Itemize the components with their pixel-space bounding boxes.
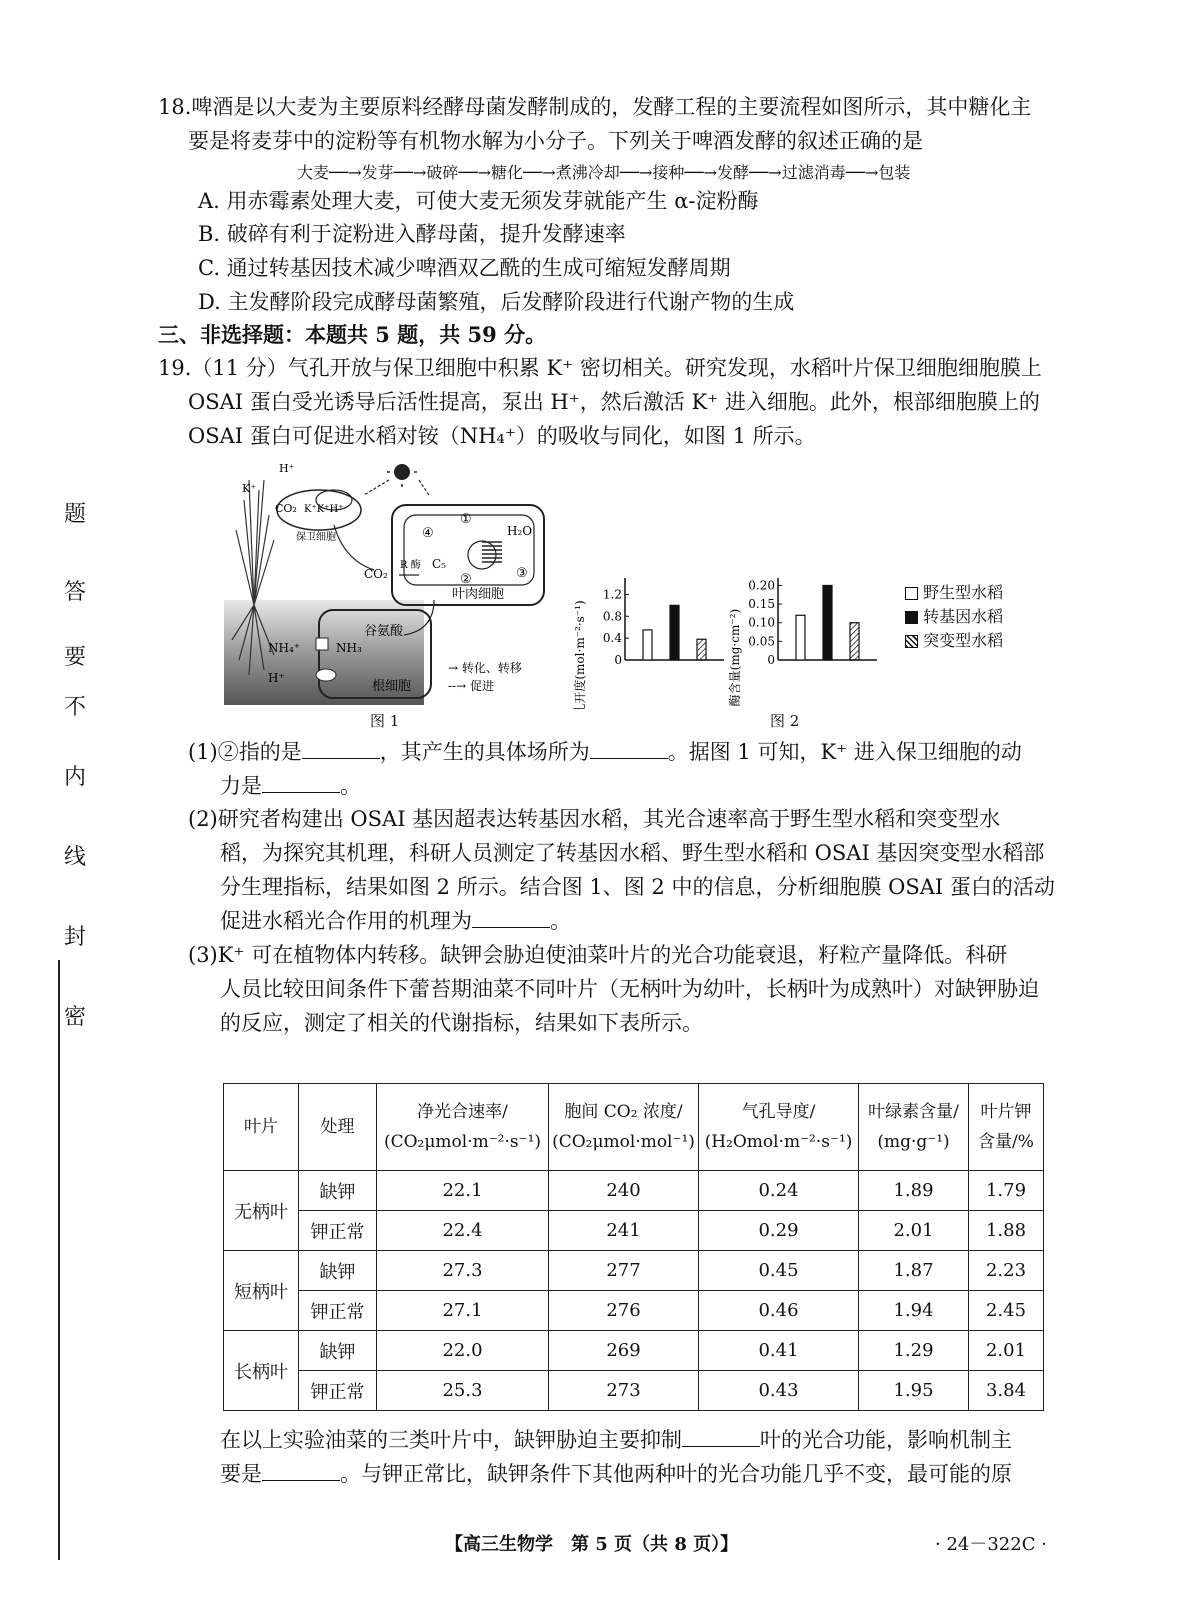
table-cell: 1.87 — [859, 1251, 969, 1291]
y-tick-label: 1.2 — [602, 587, 622, 602]
table-cell: 钾正常 — [299, 1291, 377, 1331]
table-cell: 269 — [549, 1331, 699, 1371]
table-cell: 277 — [549, 1251, 699, 1291]
table-header-cell: 胞间 CO₂ 浓度/ (CO₂μmol·mol⁻¹) — [549, 1084, 699, 1171]
q19-p4-text-c: 要是 — [220, 1462, 262, 1486]
bar-wild — [796, 615, 805, 660]
legend-trans-label: 转基因水稻 — [923, 607, 1004, 626]
q19-part1-line1 — [188, 737, 1022, 767]
q19-part2-line2: 稻，为探究其机理，科研人员测定了转基因水稻、野生型水稻和 OSAI 基因突变型水稻部 — [220, 841, 1045, 865]
table-leaf-cell: 长柄叶 — [224, 1331, 299, 1411]
legend-solid: → 转化、转移 — [448, 661, 522, 675]
q19-part2-line1: (2)研究者构建出 OSAI 基因超表达转基因水稻，其光合速率高于野生型水稻和突变型水 — [188, 807, 1001, 831]
q18-stem-line1: 18.啤酒是以大麦为主要原料经酵母菌发酵制成的，发酵工程的主要流程如图所示，其中糖化主 — [158, 95, 1032, 119]
table-cell: 27.1 — [377, 1291, 549, 1331]
table-row — [224, 1291, 1044, 1331]
q19-p4-text-b: 叶的光合功能，影响机制主 — [760, 1428, 1012, 1452]
bar-trans — [670, 605, 679, 660]
q19-part3-line5 — [220, 1459, 1012, 1489]
potassium-table — [223, 1083, 1044, 1411]
answer-blank-4[interactable] — [472, 909, 550, 928]
q19-stem-line3: OSAI 蛋白可促进水稻对铵（NH₄⁺）的吸收与同化，如图 1 所示。 — [188, 424, 816, 448]
side-char: 要 — [63, 645, 86, 670]
legend-mutant-label: 突变型水稻 — [923, 631, 1004, 650]
table-cell: 0.43 — [699, 1371, 859, 1411]
legend-dashed: --→ 促进 — [448, 679, 494, 693]
answer-blank-3[interactable] — [262, 774, 340, 793]
side-char: 封 — [63, 925, 86, 950]
label-glu: 谷氨酸 — [364, 624, 404, 639]
table-cell: 22.1 — [377, 1171, 549, 1211]
table-cell: 3.84 — [969, 1371, 1044, 1411]
table-leaf-cell: 无柄叶 — [224, 1171, 299, 1251]
table-header-row — [224, 1084, 1044, 1171]
side-char: 内 — [63, 765, 86, 790]
q18-flow: 大麦──→发芽──→破碎──→糖化──→煮沸冷却──→接种──→发酵──→过滤消毒──→包装 — [297, 163, 911, 182]
table-cell: 缺钾 — [299, 1331, 377, 1371]
table-cell: 2.01 — [859, 1211, 969, 1251]
q18-stem-line2: 要是将麦芽中的淀粉等有机物水解为小分子。下列关于啤酒发酵的叙述正确的是 — [188, 129, 923, 153]
table-cell: 0.41 — [699, 1331, 859, 1371]
q19-p2-text-5: 。 — [550, 909, 571, 933]
table-cell: 2.45 — [969, 1291, 1044, 1331]
label-guard-cell: 保卫细胞 — [296, 532, 336, 543]
table-header-cell: 叶绿素含量/ (mg·g⁻¹) — [859, 1084, 969, 1171]
legend-trans — [905, 604, 1003, 627]
table-cell: 22.0 — [377, 1331, 549, 1371]
label-c3: ③ — [516, 566, 528, 581]
q19-p4-text-a: 在以上实验油菜的三类叶片中，缺钾胁迫主要抑制 — [220, 1428, 682, 1452]
table-cell: 0.46 — [699, 1291, 859, 1331]
q19-part3-line4 — [220, 1425, 1012, 1455]
table-cell: 273 — [549, 1371, 699, 1411]
y-tick-label: 0.05 — [748, 634, 775, 649]
answer-blank-1[interactable] — [302, 740, 380, 759]
table-cell: 1.94 — [859, 1291, 969, 1331]
table-cell: 0.45 — [699, 1251, 859, 1291]
figure-2-caption: 图 2 — [770, 712, 800, 730]
q19-p1-text-e: 。 — [340, 774, 361, 798]
table-header-cell: 叶片 — [224, 1084, 299, 1171]
q19-stem-line1: 19.（11 分）气孔开放与保卫细胞中积累 K⁺ 密切相关。研究发现，水稻叶片保卫细胞细胞膜上 — [158, 356, 1042, 380]
q19-p4-text-d: 。与钾正常比，缺钾条件下其他两种叶的光合功能几乎不变，最可能的原 — [340, 1462, 1012, 1486]
table-row — [224, 1371, 1044, 1411]
table-cell: 2.23 — [969, 1251, 1044, 1291]
q19-part1-line2 — [220, 771, 361, 801]
legend-swatch-trans — [905, 611, 918, 624]
table-cell: 22.4 — [377, 1211, 549, 1251]
chart2-svg — [725, 540, 900, 710]
answer-blank-5[interactable] — [682, 1428, 760, 1447]
answer-blank-6[interactable] — [262, 1462, 340, 1481]
q19-p1-text-b: ，其产生的具体场所为 — [379, 740, 590, 764]
bar-trans — [823, 585, 832, 660]
label-c2: ② — [460, 572, 472, 587]
label-r-enzyme: R 酶 — [400, 560, 421, 571]
table-cell: 1.88 — [969, 1211, 1044, 1251]
label-root-cell: 根细胞 — [372, 679, 412, 694]
side-char: 线 — [63, 845, 86, 870]
table-cell: 钾正常 — [299, 1371, 377, 1411]
table-row — [224, 1251, 1044, 1291]
table-cell: 1.95 — [859, 1371, 969, 1411]
table-cell: 241 — [549, 1211, 699, 1251]
table-cell: 276 — [549, 1291, 699, 1331]
table-cell: 1.79 — [969, 1171, 1044, 1211]
q19-p1-text-d: 力是 — [220, 774, 262, 798]
bar-mutant — [697, 639, 706, 660]
label-c1: ① — [460, 512, 472, 527]
table-leaf-cell: 短柄叶 — [224, 1251, 299, 1331]
side-char: 答 — [63, 580, 86, 605]
side-char: 题 — [63, 502, 86, 527]
q19-p2-text-4: 促进水稻光合作用的机理为 — [220, 909, 472, 933]
table-cell: 240 — [549, 1171, 699, 1211]
label-co2: CO₂ — [364, 567, 388, 581]
legend-wild-label: 野生型水稻 — [923, 583, 1004, 602]
label-c5: C₅ — [432, 557, 446, 571]
y-tick-label: 0.20 — [748, 578, 775, 593]
table-header-cell: 气孔导度/ (H₂Omol·m⁻²·s⁻¹) — [699, 1084, 859, 1171]
q18-option-d[interactable]: D. 主发酵阶段完成酵母菌繁殖，后发酵阶段进行代谢产物的生成 — [198, 290, 795, 314]
y-tick-label: 0.8 — [602, 609, 622, 624]
table-cell: 25.3 — [377, 1371, 549, 1411]
q19-p1-text-c: 。据图 1 可知，K⁺ 进入保卫细胞的动 — [667, 740, 1022, 764]
q18-option-b[interactable]: B. 破碎有利于淀粉进入酵母菌，提升发酵速率 — [198, 222, 626, 246]
y-tick-label: 0 — [614, 653, 622, 667]
q19-p1-text-a: (1)②指的是 — [188, 740, 302, 764]
table-row — [224, 1331, 1044, 1371]
y-tick-label: 0.10 — [748, 615, 775, 630]
table-cell: 0.24 — [699, 1171, 859, 1211]
label-kkh: K⁺K⁺H⁺ — [304, 504, 344, 515]
q19-part2-line4 — [220, 906, 571, 936]
label-nh4: NH₄⁺ — [268, 641, 301, 655]
label-h-root: H⁺ — [268, 671, 285, 685]
table-cell: 1.89 — [859, 1171, 969, 1211]
label-h2o: H₂O — [507, 524, 533, 538]
answer-blank-2[interactable] — [590, 740, 668, 759]
label-mesophyll: 叶肉细胞 — [452, 587, 505, 602]
q19-part3-line1: (3)K⁺ 可在植物体内转移。缺钾会胁迫使油菜叶片的光合功能衰退，籽粒产量降低。科研 — [188, 943, 1008, 967]
label-nh3: NH₃ — [336, 641, 362, 655]
table-cell: 0.29 — [699, 1211, 859, 1251]
y-axis-label: R 酶含量(mg·cm⁻²) — [728, 608, 742, 710]
label-h: H⁺ — [279, 462, 295, 475]
q19-part2-line3: 分生理指标，结果如图 2 所示。结合图 1、图 2 中的信息，分析细胞膜 OSAI 蛋白的活动 — [220, 875, 1055, 899]
side-char: 不 — [63, 695, 86, 720]
table-header-cell: 净光合速率/ (CO₂μmol·m⁻²·s⁻¹) — [377, 1084, 549, 1171]
chart-r-enzyme — [725, 540, 900, 710]
page-footer-center: 【高三生物学 第 5 页（共 8 页）】 — [445, 1534, 739, 1555]
bar-wild — [643, 630, 652, 660]
table-header-cell: 处理 — [299, 1084, 377, 1171]
q19-part3-line2: 人员比较田间条件下蕾苔期油菜不同叶片（无柄叶为幼叶，长柄叶为成熟叶）对缺钾胁迫 — [220, 977, 1039, 1001]
y-tick-label: 0.4 — [602, 631, 622, 646]
q18-option-a[interactable]: A. 用赤霉素处理大麦，可使大麦无须发芽就能产生 α-淀粉酶 — [198, 189, 759, 213]
figure-1-diagram — [224, 460, 552, 705]
table-header-cell: 叶片钾 含量/% — [969, 1084, 1044, 1171]
label-k: K⁺ — [242, 482, 257, 495]
table-cell: 缺钾 — [299, 1171, 377, 1211]
side-char: 密 — [63, 1005, 86, 1030]
label-co2-top: CO₂ — [275, 502, 297, 515]
bar-mutant — [850, 623, 859, 660]
q18-option-c[interactable]: C. 通过转基因技术减少啤酒双乙酰的生成可缩短发酵周期 — [198, 256, 731, 280]
y-tick-label: 0.15 — [748, 597, 775, 612]
legend-wild — [905, 580, 1003, 603]
legend-swatch-wild — [905, 587, 918, 600]
y-axis-label: 气孔开度(mol·m⁻²·s⁻¹) — [573, 600, 587, 710]
sun-icon — [394, 464, 410, 480]
table-cell: 1.29 — [859, 1331, 969, 1371]
q19-stem-line2: OSAI 蛋白受光诱导后活性提高，泵出 H⁺，然后激活 K⁺ 进入细胞。此外，根部细胞膜上的 — [188, 390, 1040, 414]
table-row — [224, 1171, 1044, 1211]
section-3-heading: 三、非选择题：本题共 5 题，共 59 分。 — [158, 322, 547, 347]
table-cell: 钾正常 — [299, 1211, 377, 1251]
table-row — [224, 1211, 1044, 1251]
table-cell: 27.3 — [377, 1251, 549, 1291]
table-cell: 缺钾 — [299, 1251, 377, 1291]
table-cell: 2.01 — [969, 1331, 1044, 1371]
page-footer-code: · 24－322C · — [935, 1534, 1047, 1555]
figure-1-caption: 图 1 — [370, 712, 400, 730]
y-tick-label: 0 — [767, 653, 775, 667]
figure-1 — [224, 460, 552, 705]
q19-part3-line3: 的反应，测定了相关的代谢指标，结果如下表所示。 — [220, 1011, 703, 1035]
label-c4: ④ — [422, 526, 434, 541]
legend-swatch-mutant — [905, 635, 918, 648]
legend-mutant — [905, 628, 1003, 651]
binding-line — [58, 960, 60, 1560]
